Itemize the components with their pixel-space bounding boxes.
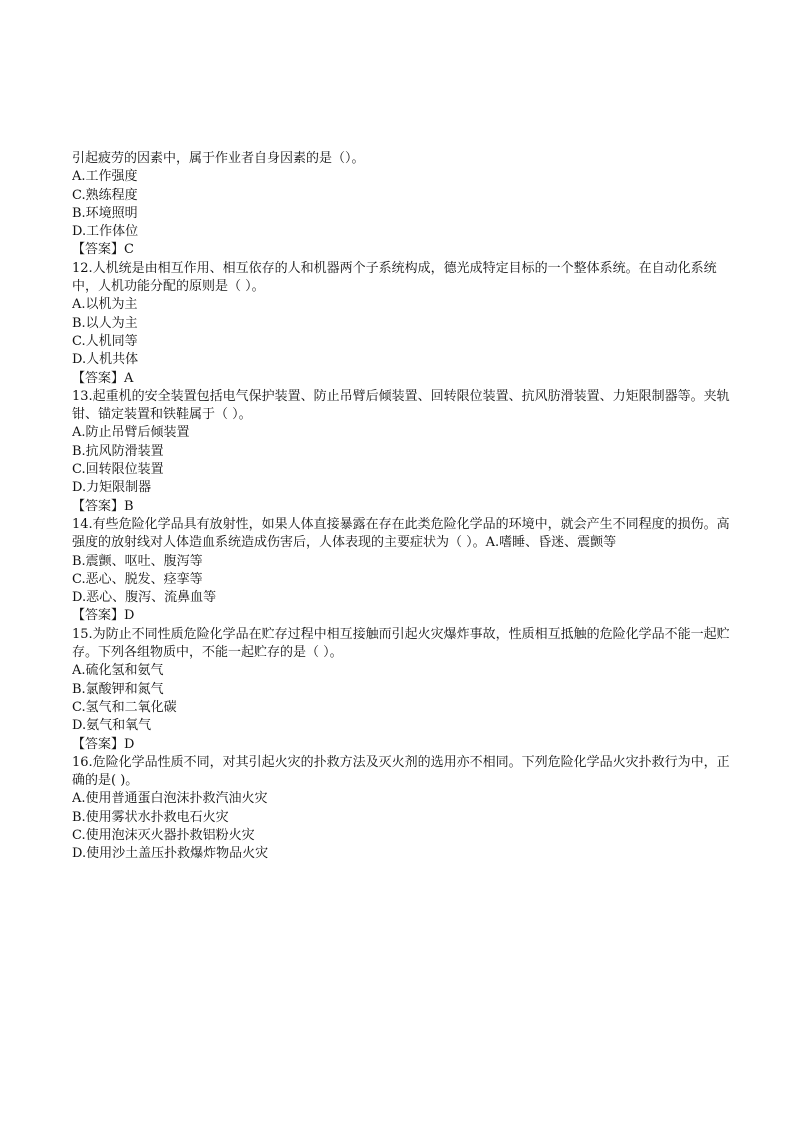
answer-line: 【答案】A bbox=[72, 370, 134, 386]
question-stem: 15.为防止不同性质危险化学品在贮存过程中相互接触而引起火灾爆炸事故，性质相互抵触的危险化学品不能一起贮存。下列各组物质中，不能一起贮存的是（ ）。 bbox=[72, 626, 730, 661]
question-stem: 12.人机统是由相互作用、相互依存的人和机器两个子系统构成，德光成特定目标的一个整体系统。在自动化系统中，人机功能分配的原则是（ ）。 bbox=[72, 260, 717, 295]
answer-line: 【答案】D bbox=[72, 608, 135, 624]
question-block bbox=[72, 150, 732, 260]
question-stem: 引起疲劳的因素中，属于作业者自身因素的是（）。 bbox=[72, 151, 365, 166]
document-body bbox=[72, 150, 732, 864]
question-block bbox=[72, 754, 732, 864]
option-item: D.力矩限制器 bbox=[72, 480, 152, 496]
option-item: C.使用泡沫灭火器扑救铝粉火灾 bbox=[72, 827, 255, 843]
option-item: C.人机同等 bbox=[72, 333, 138, 349]
question-stem: 16.危险化学品性质不同，对其引起火灾的扑救方法及灭火剂的选用亦不相同。下列危险化学品火灾扑救行为中，正确的是( )。 bbox=[72, 754, 730, 789]
question-block bbox=[72, 260, 732, 388]
option-item: C.熟练程度 bbox=[72, 187, 138, 203]
option-item: D.工作体位 bbox=[72, 224, 139, 240]
option-item: A.以机为主 bbox=[72, 297, 138, 313]
option-item: B.使用雾状水扑救电石火灾 bbox=[72, 809, 229, 825]
option-item: D.氨气和氧气 bbox=[72, 718, 152, 734]
option-item: A.防止吊臂后倾装置 bbox=[72, 425, 190, 441]
option-item: A.工作强度 bbox=[72, 169, 138, 185]
question-stem: 14.有些危险化学品具有放射性，如果人体直接暴露在存在此类危险化学品的环境中，就会产生不同程度的损伤。高强度的放射线对人体造血系统造成伤害后，人体表现的主要症状为（ ）。A.嗜睡、昏迷、震颤等 bbox=[72, 516, 730, 551]
option-item: B.环境照明 bbox=[72, 205, 138, 221]
option-item: A.硫化氢和氨气 bbox=[72, 663, 164, 679]
option-item: C.回转限位装置 bbox=[72, 462, 164, 478]
question-block bbox=[72, 388, 732, 516]
answer-line: 【答案】C bbox=[72, 242, 134, 258]
option-item: D.使用沙土盖压扑救爆炸物品火灾 bbox=[72, 846, 269, 862]
question-block bbox=[72, 516, 732, 626]
option-item: B.震颤、呕吐、腹泻等 bbox=[72, 553, 203, 569]
answer-line: 【答案】D bbox=[72, 736, 135, 752]
option-item: C.氢气和二氧化碳 bbox=[72, 699, 177, 715]
option-item: D.人机共体 bbox=[72, 352, 139, 368]
option-item: D.恶心、腹泻、流鼻血等 bbox=[72, 590, 217, 606]
question-stem: 13.起重机的安全装置包括电气保护装置、防止吊臂后倾装置、回转限位装置、抗风肪滑装置、力矩限制器等。夹轨钳、锚定装置和铁鞋属于（ ）。 bbox=[72, 388, 730, 423]
option-item: B.以人为主 bbox=[72, 315, 138, 331]
option-item: C.恶心、脱发、痉挛等 bbox=[72, 571, 203, 587]
question-block bbox=[72, 626, 732, 754]
option-item: B.氯酸钾和氮气 bbox=[72, 681, 164, 697]
answer-line: 【答案】B bbox=[72, 498, 134, 514]
option-item: B.抗风防滑装置 bbox=[72, 443, 164, 459]
option-item: A.使用普通蛋白泡沫扑救汽油火灾 bbox=[72, 791, 268, 807]
